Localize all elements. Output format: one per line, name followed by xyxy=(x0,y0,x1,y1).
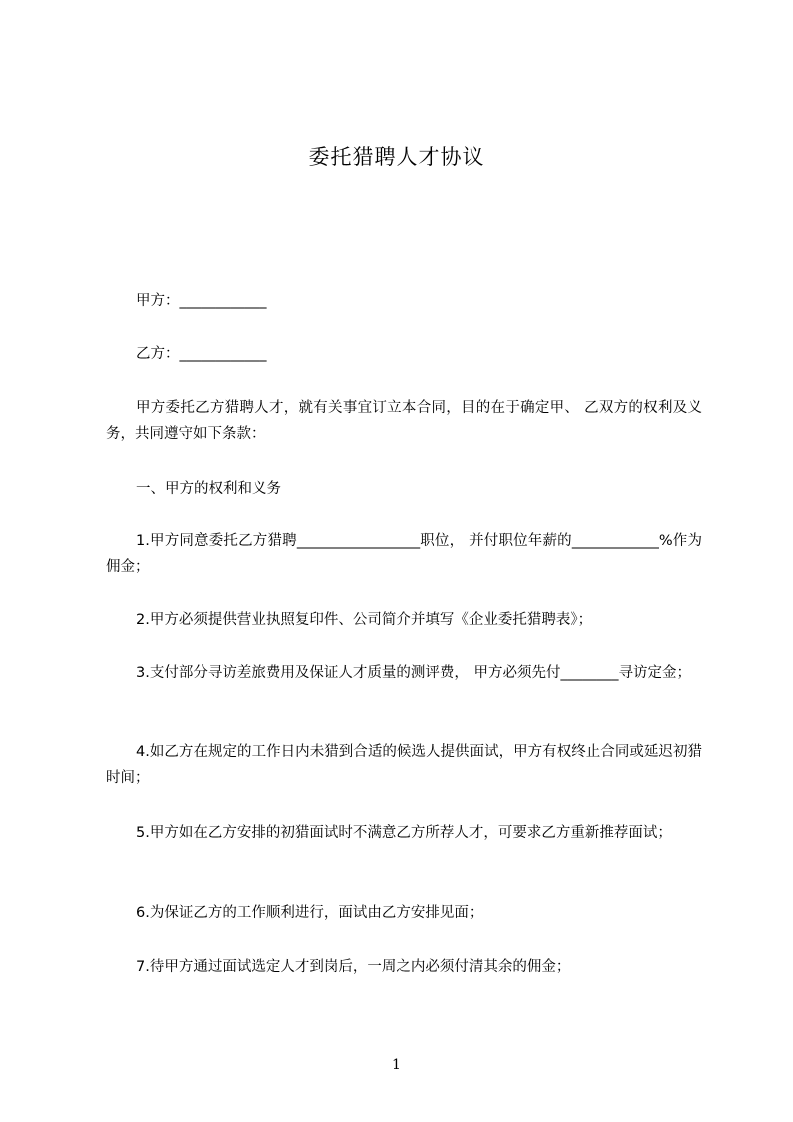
clause-4: 4.如乙方在规定的工作日内未猎到合适的候选人提供面试，甲方有权终止合同或延迟初猎时间； xyxy=(106,744,702,786)
clause-6: 6.为保证乙方的工作顺利进行，面试由乙方安排见面； xyxy=(136,905,484,921)
clause-3: 3.支付部分寻访差旅费用及保证人才质量的测评费， 甲方必须先付________寻访定金； xyxy=(136,665,691,681)
page-number: 1 xyxy=(392,1057,401,1073)
section-heading: 一、甲方的权利和义务 xyxy=(136,481,281,497)
party-a-line: 甲方：____________ xyxy=(136,293,267,309)
clause-2: 2.甲方必须提供营业执照复印件、公司简介并填写《企业委托猎聘表》； xyxy=(136,612,593,628)
clause-1: 1.甲方同意委托乙方猎聘_________________职位， 并付职位年薪的____________%作为佣金； xyxy=(106,533,702,575)
clause-7: 7.待甲方通过面试选定人才到岗后，一周之内必须付清其余的佣金； xyxy=(136,959,571,975)
intro-paragraph: 甲方委托乙方猎聘人才，就有关事宜订立本合同，目的在于确定甲、 乙双方的权利及义务，共同遵守如下条款： xyxy=(106,400,702,442)
document-title: 委托猎聘人才协议 xyxy=(308,145,485,169)
clause-5: 5.甲方如在乙方安排的初猎面试时不满意乙方所荐人才，可要求乙方重新推荐面试； xyxy=(136,825,672,841)
party-b-line: 乙方：____________ xyxy=(136,346,267,362)
